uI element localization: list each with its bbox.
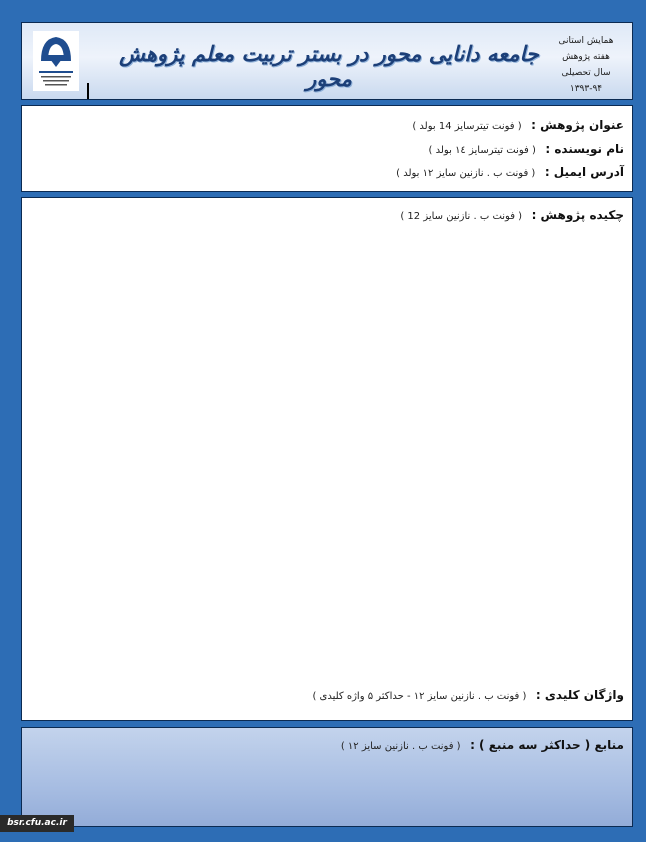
research-title-row <box>412 118 624 132</box>
abstract-row <box>400 208 624 222</box>
university-emblem-icon <box>33 31 79 91</box>
meta-line: هفته پژوهش <box>562 52 610 62</box>
header-panel <box>21 22 633 100</box>
meta-line: سال تحصیلی <box>561 68 611 78</box>
abstract-value[interactable]: ( فونت ب . نازنین سایز 12 ) <box>400 211 523 222</box>
references-label: منابع ( حداکثر سه منبع ) : <box>470 738 624 752</box>
keywords-value[interactable]: ( فونت ب . نازنین سایز ١٢ - حداکثر ۵ واژه کلیدی ) <box>312 691 527 702</box>
author-row <box>429 142 624 156</box>
abstract-label: چکیده پژوهش : <box>531 208 624 222</box>
meta-line: همایش استانی <box>558 36 614 46</box>
references-row <box>341 738 624 752</box>
abstract-panel <box>21 197 633 721</box>
email-value[interactable]: ( فونت ب . نازنین سایز ١٢ بولد ) <box>396 168 536 179</box>
page-title: جامعه دانایی محور در بستر تربیت معلم پژوهش محور <box>119 41 539 91</box>
meta-line: ۱۳۹۳-۹۴ <box>569 84 603 94</box>
author-label: نام نویسنده : <box>545 142 624 156</box>
info-panel <box>21 105 633 192</box>
email-label: آدرس ایمیل : <box>544 165 624 179</box>
references-value[interactable]: ( فونت ب . نازنین سایز ١٢ ) <box>340 741 461 752</box>
references-panel <box>21 727 633 827</box>
email-row <box>396 165 624 179</box>
keywords-label: واژگان کلیدی : <box>535 688 624 702</box>
keywords-row <box>312 688 624 702</box>
university-logo <box>33 31 79 91</box>
research-title-value[interactable]: ( فونت تیترسایز 14 بولد ) <box>412 121 522 132</box>
source-url-tag: bsr.cfu.ac.ir <box>0 815 74 832</box>
event-meta <box>550 33 622 97</box>
author-value[interactable]: ( فونت تیترسایز ١٤ بولد ) <box>428 145 536 156</box>
research-title-label: عنوان پژوهش : <box>531 118 624 132</box>
